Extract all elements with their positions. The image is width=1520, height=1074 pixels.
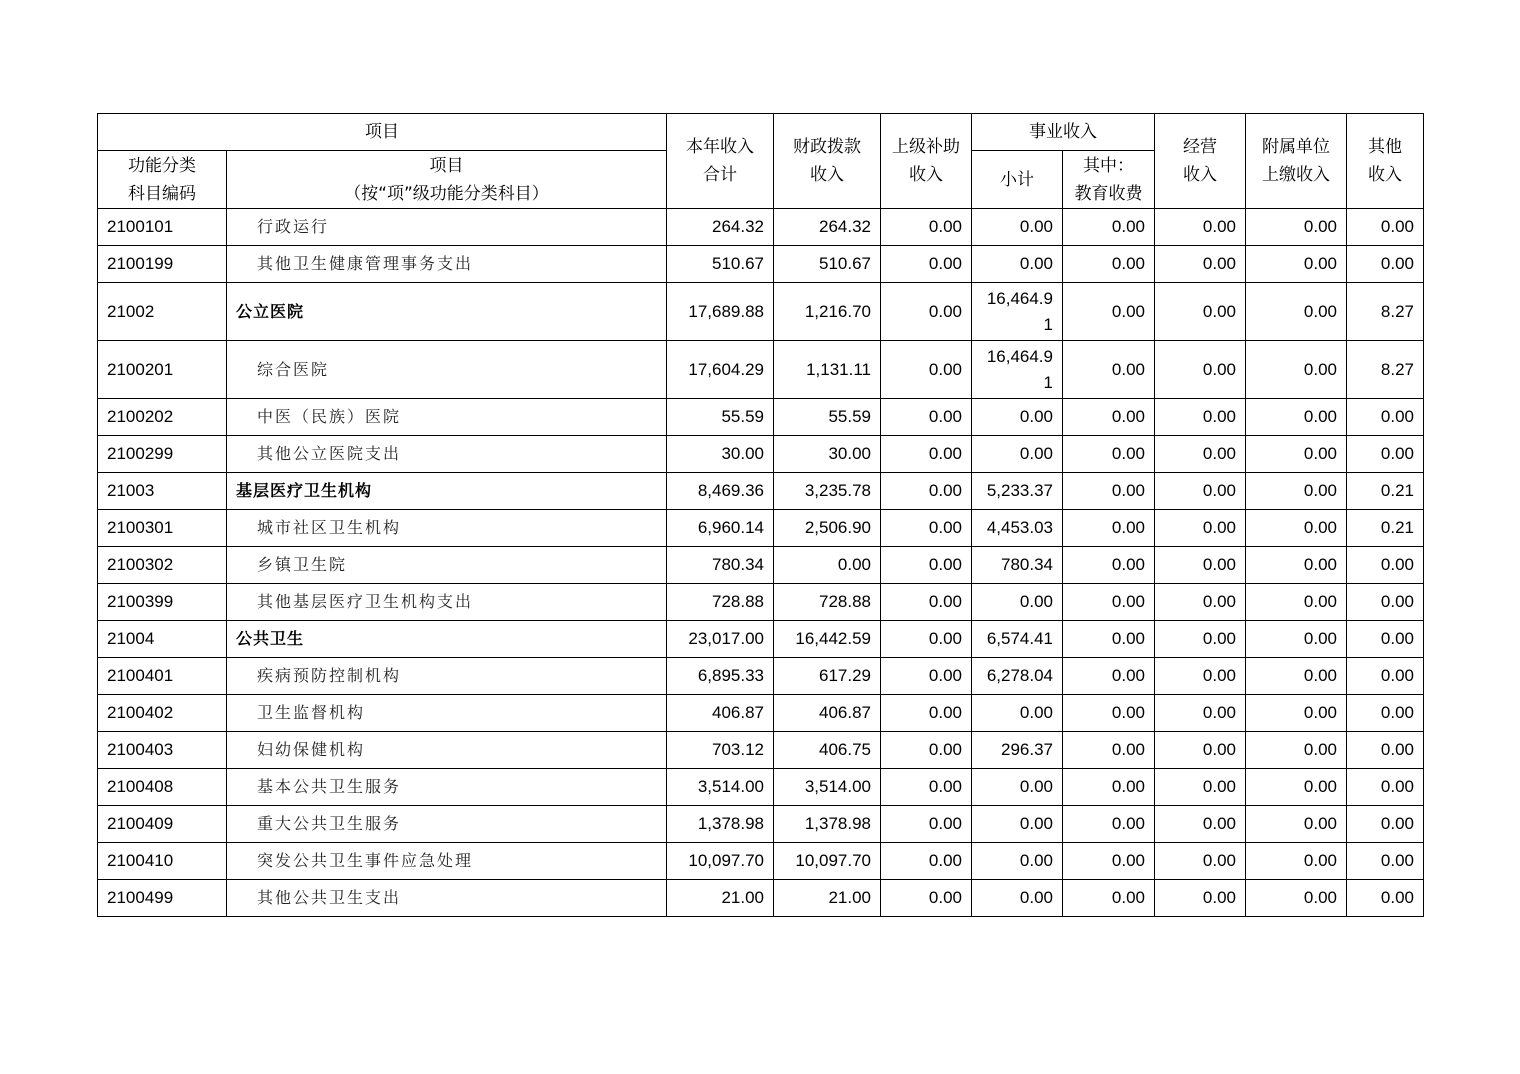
table-row — [98, 473, 1424, 510]
cell-operating: 0.00 — [1155, 436, 1246, 473]
header-other: 其他 收入 — [1347, 114, 1424, 209]
cell-operating: 0.00 — [1155, 209, 1246, 246]
cell-item-name: 妇幼保健机构 — [227, 732, 667, 769]
table-row — [98, 510, 1424, 547]
cell-education: 0.00 — [1063, 880, 1155, 917]
table-row — [98, 547, 1424, 584]
cell-code: 2100499 — [98, 880, 227, 917]
cell-operating: 0.00 — [1155, 658, 1246, 695]
cell-education: 0.00 — [1063, 584, 1155, 621]
header-item-name: 项目 （按“项”级功能分类科目） — [227, 151, 667, 209]
cell-superior: 0.00 — [881, 436, 972, 473]
cell-fiscal: 3,514.00 — [774, 769, 881, 806]
header-affiliate: 附属单位 上缴收入 — [1246, 114, 1347, 209]
cell-fiscal: 10,097.70 — [774, 843, 881, 880]
cell-subtotal: 0.00 — [972, 695, 1063, 732]
cell-superior: 0.00 — [881, 209, 972, 246]
cell-other: 0.21 — [1347, 510, 1424, 547]
cell-code: 2100410 — [98, 843, 227, 880]
cell-education: 0.00 — [1063, 695, 1155, 732]
cell-operating: 0.00 — [1155, 399, 1246, 436]
cell-code: 2100402 — [98, 695, 227, 732]
table-row — [98, 436, 1424, 473]
cell-operating: 0.00 — [1155, 341, 1246, 399]
cell-other: 0.00 — [1347, 695, 1424, 732]
cell-code: 2100403 — [98, 732, 227, 769]
cell-item-name: 公共卫生 — [227, 621, 667, 658]
cell-fiscal: 510.67 — [774, 246, 881, 283]
cell-education: 0.00 — [1063, 732, 1155, 769]
table-row — [98, 209, 1424, 246]
cell-operating: 0.00 — [1155, 283, 1246, 341]
cell-total: 17,689.88 — [667, 283, 774, 341]
header-education: 其中： 教育收费 — [1063, 151, 1155, 209]
cell-total: 264.32 — [667, 209, 774, 246]
cell-education: 0.00 — [1063, 341, 1155, 399]
cell-affiliate: 0.00 — [1246, 246, 1347, 283]
header-operating: 经营 收入 — [1155, 114, 1246, 209]
header-business: 事业收入 — [972, 114, 1155, 151]
cell-item-name: 其他卫生健康管理事务支出 — [227, 246, 667, 283]
cell-fiscal: 1,378.98 — [774, 806, 881, 843]
header-project: 项目 — [98, 114, 667, 151]
cell-superior: 0.00 — [881, 341, 972, 399]
cell-total: 780.34 — [667, 547, 774, 584]
cell-code: 2100302 — [98, 547, 227, 584]
cell-total: 30.00 — [667, 436, 774, 473]
cell-superior: 0.00 — [881, 621, 972, 658]
cell-superior: 0.00 — [881, 806, 972, 843]
table-header — [98, 114, 1424, 209]
table-row — [98, 658, 1424, 695]
cell-other: 0.00 — [1347, 806, 1424, 843]
cell-affiliate: 0.00 — [1246, 510, 1347, 547]
income-budget-table — [97, 113, 1424, 917]
cell-total: 1,378.98 — [667, 806, 774, 843]
cell-subtotal: 0.00 — [972, 246, 1063, 283]
cell-subtotal: 6,574.41 — [972, 621, 1063, 658]
cell-total: 510.67 — [667, 246, 774, 283]
cell-education: 0.00 — [1063, 283, 1155, 341]
cell-subtotal: 16,464.91 — [972, 341, 1063, 399]
table-row — [98, 732, 1424, 769]
cell-item-name: 基层医疗卫生机构 — [227, 473, 667, 510]
header-fiscal: 财政拨款 收入 — [774, 114, 881, 209]
cell-affiliate: 0.00 — [1246, 436, 1347, 473]
cell-superior: 0.00 — [881, 584, 972, 621]
cell-affiliate: 0.00 — [1246, 658, 1347, 695]
cell-total: 10,097.70 — [667, 843, 774, 880]
cell-fiscal: 16,442.59 — [774, 621, 881, 658]
cell-operating: 0.00 — [1155, 806, 1246, 843]
cell-other: 8.27 — [1347, 283, 1424, 341]
cell-superior: 0.00 — [881, 732, 972, 769]
cell-superior: 0.00 — [881, 843, 972, 880]
cell-fiscal: 30.00 — [774, 436, 881, 473]
cell-subtotal: 0.00 — [972, 806, 1063, 843]
cell-other: 8.27 — [1347, 341, 1424, 399]
cell-item-name: 基本公共卫生服务 — [227, 769, 667, 806]
cell-total: 406.87 — [667, 695, 774, 732]
cell-fiscal: 728.88 — [774, 584, 881, 621]
table-row — [98, 769, 1424, 806]
cell-total: 23,017.00 — [667, 621, 774, 658]
cell-education: 0.00 — [1063, 806, 1155, 843]
cell-operating: 0.00 — [1155, 621, 1246, 658]
table-row — [98, 695, 1424, 732]
cell-other: 0.00 — [1347, 399, 1424, 436]
cell-subtotal: 296.37 — [972, 732, 1063, 769]
cell-subtotal: 0.00 — [972, 436, 1063, 473]
cell-education: 0.00 — [1063, 510, 1155, 547]
cell-operating: 0.00 — [1155, 769, 1246, 806]
table-row — [98, 341, 1424, 399]
cell-subtotal: 5,233.37 — [972, 473, 1063, 510]
cell-affiliate: 0.00 — [1246, 283, 1347, 341]
cell-fiscal: 406.75 — [774, 732, 881, 769]
cell-item-name: 重大公共卫生服务 — [227, 806, 667, 843]
cell-code: 2100201 — [98, 341, 227, 399]
cell-subtotal: 4,453.03 — [972, 510, 1063, 547]
cell-code: 2100299 — [98, 436, 227, 473]
cell-subtotal: 0.00 — [972, 209, 1063, 246]
cell-education: 0.00 — [1063, 436, 1155, 473]
cell-fiscal: 264.32 — [774, 209, 881, 246]
cell-fiscal: 0.00 — [774, 547, 881, 584]
cell-code: 2100399 — [98, 584, 227, 621]
table-row — [98, 843, 1424, 880]
cell-superior: 0.00 — [881, 880, 972, 917]
cell-other: 0.00 — [1347, 843, 1424, 880]
cell-item-name: 其他基层医疗卫生机构支出 — [227, 584, 667, 621]
cell-code: 2100401 — [98, 658, 227, 695]
cell-fiscal: 55.59 — [774, 399, 881, 436]
cell-operating: 0.00 — [1155, 732, 1246, 769]
cell-item-name: 综合医院 — [227, 341, 667, 399]
cell-subtotal: 780.34 — [972, 547, 1063, 584]
header-func-code: 功能分类 科目编码 — [98, 151, 227, 209]
cell-affiliate: 0.00 — [1246, 806, 1347, 843]
cell-education: 0.00 — [1063, 473, 1155, 510]
cell-subtotal: 0.00 — [972, 769, 1063, 806]
cell-superior: 0.00 — [881, 769, 972, 806]
cell-item-name: 公立医院 — [227, 283, 667, 341]
cell-superior: 0.00 — [881, 510, 972, 547]
cell-education: 0.00 — [1063, 843, 1155, 880]
cell-operating: 0.00 — [1155, 843, 1246, 880]
header-superior: 上级补助 收入 — [881, 114, 972, 209]
cell-other: 0.00 — [1347, 732, 1424, 769]
cell-affiliate: 0.00 — [1246, 473, 1347, 510]
cell-total: 728.88 — [667, 584, 774, 621]
cell-superior: 0.00 — [881, 695, 972, 732]
cell-affiliate: 0.00 — [1246, 695, 1347, 732]
table-row — [98, 246, 1424, 283]
cell-other: 0.00 — [1347, 246, 1424, 283]
cell-item-name: 行政运行 — [227, 209, 667, 246]
cell-code: 2100408 — [98, 769, 227, 806]
table-row — [98, 584, 1424, 621]
cell-superior: 0.00 — [881, 246, 972, 283]
cell-fiscal: 406.87 — [774, 695, 881, 732]
cell-education: 0.00 — [1063, 769, 1155, 806]
cell-fiscal: 1,216.70 — [774, 283, 881, 341]
cell-other: 0.00 — [1347, 209, 1424, 246]
cell-total: 6,895.33 — [667, 658, 774, 695]
cell-education: 0.00 — [1063, 658, 1155, 695]
cell-other: 0.00 — [1347, 436, 1424, 473]
cell-item-name: 其他公立医院支出 — [227, 436, 667, 473]
cell-fiscal: 2,506.90 — [774, 510, 881, 547]
cell-code: 2100199 — [98, 246, 227, 283]
cell-total: 17,604.29 — [667, 341, 774, 399]
table-row — [98, 283, 1424, 341]
cell-total: 55.59 — [667, 399, 774, 436]
table-row — [98, 621, 1424, 658]
cell-code: 2100301 — [98, 510, 227, 547]
cell-affiliate: 0.00 — [1246, 769, 1347, 806]
cell-item-name: 其他公共卫生支出 — [227, 880, 667, 917]
cell-item-name: 疾病预防控制机构 — [227, 658, 667, 695]
cell-code: 2100101 — [98, 209, 227, 246]
cell-other: 0.00 — [1347, 584, 1424, 621]
cell-education: 0.00 — [1063, 547, 1155, 584]
cell-affiliate: 0.00 — [1246, 843, 1347, 880]
cell-education: 0.00 — [1063, 399, 1155, 436]
cell-subtotal: 0.00 — [972, 843, 1063, 880]
cell-affiliate: 0.00 — [1246, 621, 1347, 658]
cell-subtotal: 16,464.91 — [972, 283, 1063, 341]
cell-operating: 0.00 — [1155, 510, 1246, 547]
cell-operating: 0.00 — [1155, 695, 1246, 732]
cell-code: 21002 — [98, 283, 227, 341]
cell-other: 0.00 — [1347, 769, 1424, 806]
cell-other: 0.21 — [1347, 473, 1424, 510]
cell-subtotal: 6,278.04 — [972, 658, 1063, 695]
cell-code: 21003 — [98, 473, 227, 510]
table-row — [98, 880, 1424, 917]
table-row — [98, 806, 1424, 843]
cell-item-name: 卫生监督机构 — [227, 695, 667, 732]
cell-subtotal: 0.00 — [972, 399, 1063, 436]
cell-code: 2100202 — [98, 399, 227, 436]
cell-item-name: 突发公共卫生事件应急处理 — [227, 843, 667, 880]
cell-total: 703.12 — [667, 732, 774, 769]
table-row — [98, 399, 1424, 436]
cell-affiliate: 0.00 — [1246, 547, 1347, 584]
cell-other: 0.00 — [1347, 621, 1424, 658]
cell-code: 21004 — [98, 621, 227, 658]
cell-operating: 0.00 — [1155, 880, 1246, 917]
cell-education: 0.00 — [1063, 621, 1155, 658]
cell-fiscal: 1,131.11 — [774, 341, 881, 399]
cell-operating: 0.00 — [1155, 547, 1246, 584]
cell-affiliate: 0.00 — [1246, 732, 1347, 769]
cell-total: 6,960.14 — [667, 510, 774, 547]
cell-superior: 0.00 — [881, 658, 972, 695]
cell-operating: 0.00 — [1155, 246, 1246, 283]
cell-code: 2100409 — [98, 806, 227, 843]
table-body — [98, 209, 1424, 917]
cell-superior: 0.00 — [881, 547, 972, 584]
cell-fiscal: 617.29 — [774, 658, 881, 695]
cell-other: 0.00 — [1347, 658, 1424, 695]
cell-affiliate: 0.00 — [1246, 584, 1347, 621]
cell-affiliate: 0.00 — [1246, 341, 1347, 399]
cell-total: 8,469.36 — [667, 473, 774, 510]
cell-affiliate: 0.00 — [1246, 209, 1347, 246]
cell-superior: 0.00 — [881, 283, 972, 341]
cell-item-name: 乡镇卫生院 — [227, 547, 667, 584]
cell-fiscal: 21.00 — [774, 880, 881, 917]
cell-operating: 0.00 — [1155, 473, 1246, 510]
cell-education: 0.00 — [1063, 246, 1155, 283]
cell-fiscal: 3,235.78 — [774, 473, 881, 510]
cell-other: 0.00 — [1347, 547, 1424, 584]
cell-affiliate: 0.00 — [1246, 880, 1347, 917]
cell-item-name: 城市社区卫生机构 — [227, 510, 667, 547]
cell-superior: 0.00 — [881, 473, 972, 510]
cell-superior: 0.00 — [881, 399, 972, 436]
cell-operating: 0.00 — [1155, 584, 1246, 621]
header-total: 本年收入 合计 — [667, 114, 774, 209]
cell-other: 0.00 — [1347, 880, 1424, 917]
cell-total: 21.00 — [667, 880, 774, 917]
cell-education: 0.00 — [1063, 209, 1155, 246]
cell-subtotal: 0.00 — [972, 880, 1063, 917]
cell-affiliate: 0.00 — [1246, 399, 1347, 436]
cell-total: 3,514.00 — [667, 769, 774, 806]
cell-subtotal: 0.00 — [972, 584, 1063, 621]
cell-item-name: 中医（民族）医院 — [227, 399, 667, 436]
header-subtotal: 小计 — [972, 151, 1063, 209]
